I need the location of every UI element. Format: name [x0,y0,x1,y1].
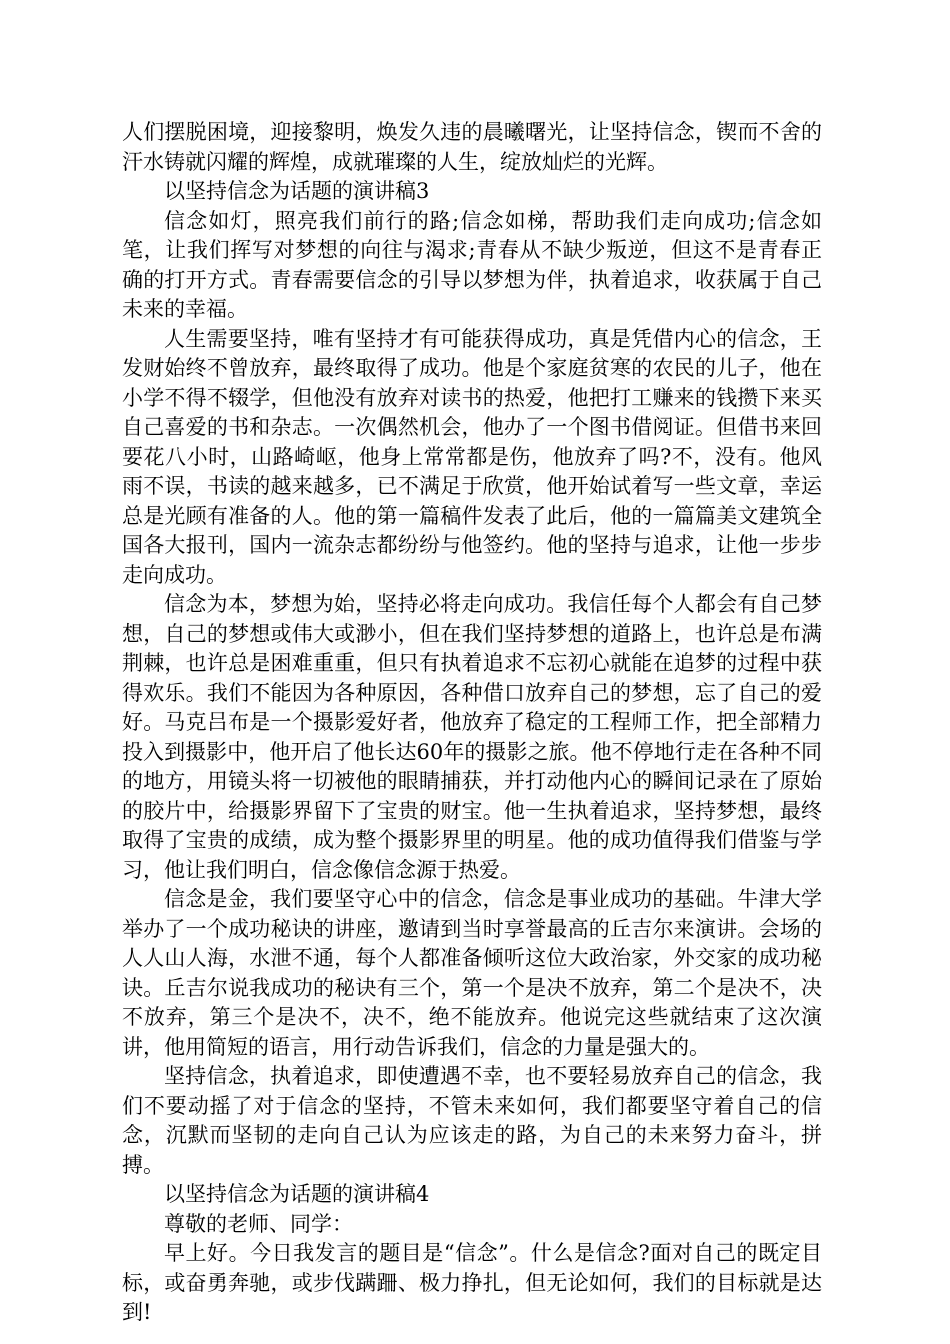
paragraph: 早上好。今日我发言的题目是“信念”。什么是信念?面对自己的既定目标，或奋勇奔驰，或步伐蹒跚、极力挣扎，但无论如何，我们的目标就是达到! [122,1241,822,1324]
salutation: 尊敬的老师、同学： [164,1211,353,1236]
paragraph: 信念如灯，照亮我们前行的路;信念如梯，帮助我们走向成功;信念如笔，让我们挥写对梦想的向往与渴求;青春从不缺少叛逆，但这不是青春正确的打开方式。青春需要信念的引导以梦想为伴，执着追求，收获属于自己未来的幸福。 [122,208,822,321]
paragraph: 人生需要坚持，唯有坚持才有可能获得成功，真是凭借内心的信念，王发财始终不曾放弃，最终取得了成功。他是个家庭贫寒的农民的儿子，他在小学不得不辍学，但他没有放弃对读书的热爱，他把打工赚来的钱攒下来买自己喜爱的书和杂志。一次偶然机会，他办了一个图书借阅证。但借书来回要花八小时，山路崎岖，他身上常常都是伤，他放弃了吗?不，没有。他风雨不误，书读的越来越多，已不满足于欣赏，他开始试着写一些文章，幸运总是光顾有准备的人。他的第一篇稿件发表了此后，他的一篇篇美文建筑全国各大报刊，国内一流杂志都纷纷与他签约。他的坚持与追求，让他一步步走向成功。 [122,326,822,587]
section-heading: 以坚持信念为话题的演讲稿4 [164,1182,430,1206]
paragraph: 坚持信念，执着追求，即使遭遇不幸，也不要轻易放弃自己的信念，我们不要动摇了对于信念的坚持，不管未来如何，我们都要坚守着自己的信念，沉默而坚韧的走向自己认为应该走的路，为自己的未来努力奋斗，拼搏。 [122,1064,822,1177]
paragraph: 信念为本，梦想为始，坚持必将走向成功。我信任每个人都会有自己梦想，自己的梦想或伟大或渺小，但在我们坚持梦想的道路上，也许总是布满荆棘，也许总是困难重重，但只有执着追求不忘初心就能在追梦的过程中获得欢乐。我们不能因为各种原因，各种借口放弃自己的梦想，忘了自己的爱好。马克吕布是一个摄影爱好者，他放弃了稳定的工程师工作，把全部精力投入到摄影中，他开启了他长达60年的摄影之旅。他不停地行走在各种不同的地方，用镜头将一切被他的眼睛捕获，并打动他内心的瞬间记录在了原始的胶片中，给摄影界留下了宝贵的财宝。他一生执着追求，坚持梦想，最终取得了宝贵的成绩，成为整个摄影界里的明星。他的成功值得我们借鉴与学习，他让我们明白，信念像信念源于热爱。 [122,592,822,882]
section-heading: 以坚持信念为话题的演讲稿3 [164,179,430,203]
paragraph: 人们摆脱困境，迎接黎明，焕发久违的晨曦曙光，让坚持信念，锲而不舍的汗水铸就闪耀的辉煌，成就璀璨的人生，绽放灿烂的光辉。 [122,120,822,174]
document-body [122,118,822,1328]
paragraph: 信念是金，我们要坚守心中的信念，信念是事业成功的基础。牛津大学举办了一个成功秘诀的讲座，邀请到当时享誉最高的丘吉尔来演讲。会场的人人山人海，水泄不通，每个人都准备倾听这位大政治家，外交家的成功秘诀。丘吉尔说我成功的秘诀有三个，第一个是决不放弃，第二个是决不，决不放弃，第三个是决不，决不，绝不能放弃。他说完这些就结束了这次演讲，他用简短的语言，用行动告诉我们，信念的力量是强大的。 [122,887,822,1059]
